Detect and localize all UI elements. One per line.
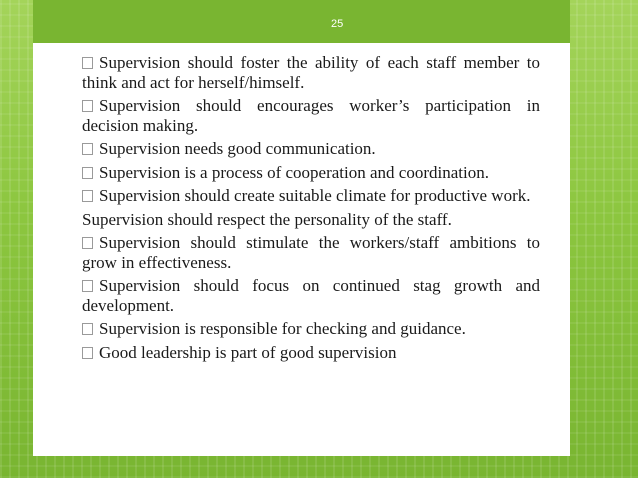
bullet-box-icon — [82, 143, 93, 155]
list-item-text: Supervision should foster the ability of each staff member to think and act for herself/himself. — [82, 53, 540, 92]
bullet-box-icon — [82, 280, 93, 292]
bullet-box-icon — [82, 167, 93, 179]
bullet-list — [82, 53, 540, 366]
list-item-text: Supervision should stimulate the workers/staff ambitions to grow in effectiveness. — [82, 233, 540, 272]
list-item-text: Supervision is a process of cooperation and coordination. — [99, 162, 489, 182]
list-item-text: Supervision is responsible for checking and guidance. — [99, 319, 466, 338]
list-item — [82, 163, 540, 183]
bullet-box-icon — [82, 323, 93, 335]
list-item — [82, 186, 540, 206]
list-item — [82, 319, 540, 339]
list-item — [82, 210, 540, 230]
bullet-box-icon — [82, 100, 93, 112]
slide-header-bar — [33, 0, 570, 43]
list-item-text: Supervision should focus on continued stag growth and development. — [82, 276, 540, 315]
list-item — [82, 139, 540, 159]
list-item-text: Supervision should encourages worker’s participation in decision making. — [82, 96, 540, 135]
list-item — [82, 96, 540, 135]
bullet-box-icon — [82, 347, 93, 359]
slide-number: 25 — [331, 18, 344, 30]
bullet-box-icon — [82, 237, 93, 249]
list-item — [82, 233, 540, 272]
list-item — [82, 276, 540, 315]
list-item — [82, 343, 540, 363]
list-item-text: Good leadership is part of good supervision — [99, 342, 397, 362]
list-item-text: Supervision should respect the personality of the staff. — [82, 209, 452, 229]
list-item-text: Supervision needs good communication. — [99, 139, 376, 158]
bullet-box-icon — [82, 57, 93, 69]
list-item — [82, 53, 540, 92]
list-item-text: Supervision should create suitable climate for productive work. — [99, 186, 531, 205]
bullet-box-icon — [82, 190, 93, 202]
